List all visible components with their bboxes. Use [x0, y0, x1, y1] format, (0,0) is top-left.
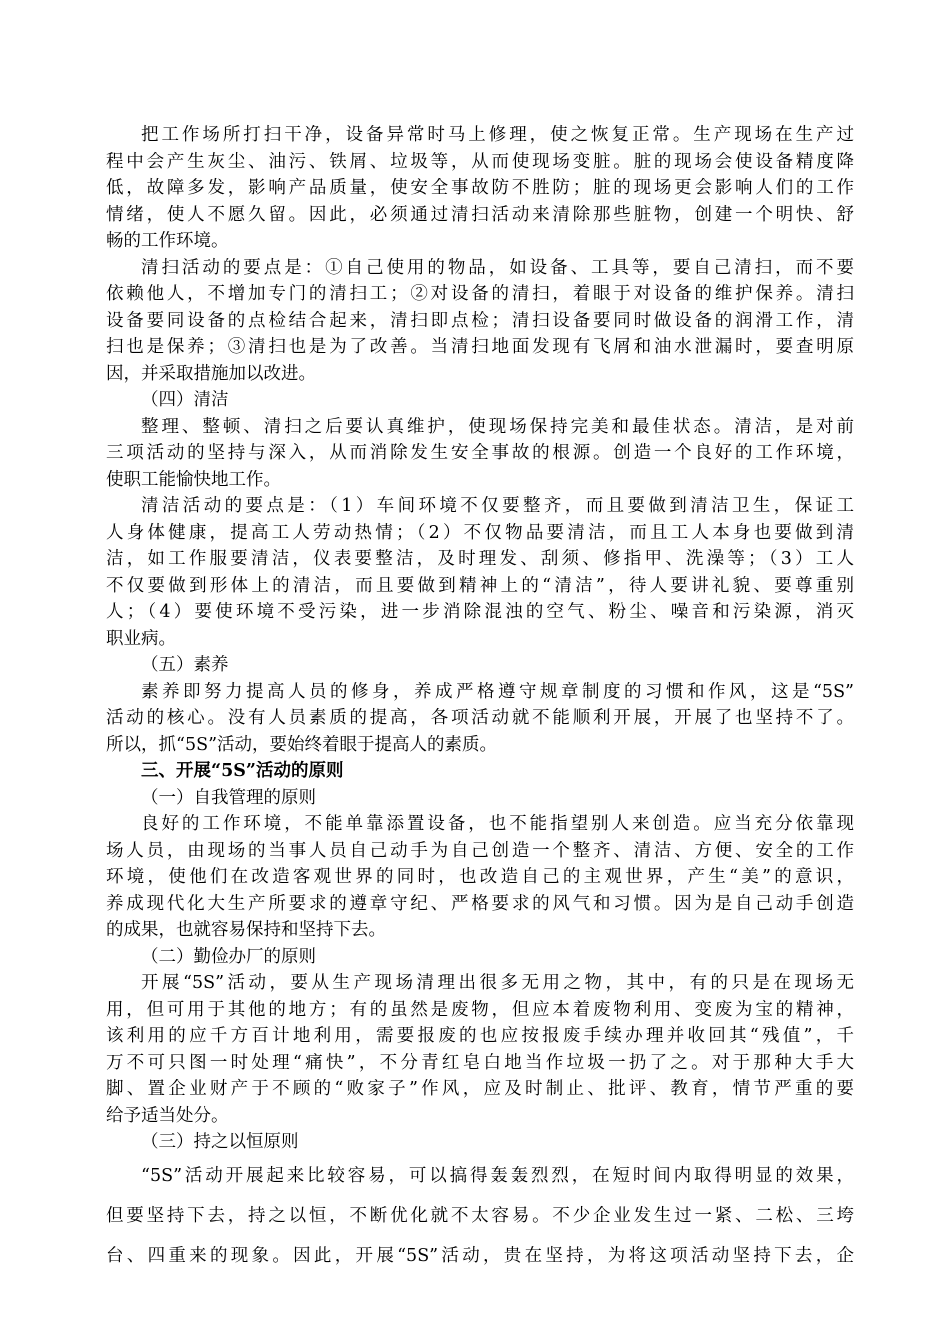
text-line: 整理、整顿、清扫之后要认真维护，使现场保持完美和最佳状态。清洁，是对前 — [141, 416, 854, 437]
text-line: 场人员，由现场的当事人员自己动手为自己创造一个整齐、清洁、方便、安全的工作 — [106, 840, 854, 861]
text-line: 给予适当处分。 — [106, 1105, 229, 1126]
text-line: 素养即努力提高人员的修身，养成严格遵守规章制度的习惯和作风，这是“5S” — [141, 681, 854, 702]
section-heading: 三、开展“5S”活动的原则 — [141, 761, 344, 781]
text-line: 所以，抓“5S”活动，要始终着眼于提高人的素质。 — [106, 734, 498, 755]
text-line: 环境，使他们在改造客观世界的同时，也改造自己的主观世界，产生“美”的意识， — [106, 867, 854, 887]
text-line: （四）清洁 — [141, 390, 229, 410]
text-line: 情绪，使人不愿久留。因此，必须通过清扫活动来清除那些脏物，创建一个明快、舒 — [106, 204, 854, 225]
text-line: 因，并采取措施加以改进。 — [106, 363, 316, 384]
text-line: 低，故障多发，影响产品质量，使安全事故防不胜防；脏的现场更会影响人们的工作 — [106, 178, 854, 198]
text-line: 三项活动的坚持与深入，从而消除发生安全事故的根源。创造一个良好的工作环境， — [106, 443, 854, 463]
text-line: 依赖他人，不增加专门的清扫工；②对设备的清扫，着眼于对设备的维护保养。清扫 — [106, 284, 854, 304]
text-line: 把工作场所打扫干净，设备异常时马上修理，使之恢复正常。生产现场在生产过 — [141, 125, 854, 145]
text-line: 但要坚持下去，持之以恒，不断优化就不太容易。不少企业发生过一紧、二松、三垮 — [106, 1205, 854, 1226]
text-line: （五）素养 — [141, 655, 229, 675]
text-line: 清洁活动的要点是：（1）车间环境不仅要整齐，而且要做到清洁卫生，保证工 — [141, 496, 854, 516]
text-line: 脚、置企业财产于不顾的“败家子”作风，应及时制止、批评、教育，情节严重的要 — [106, 1079, 854, 1099]
text-line: 开展“5S”活动，要从生产现场清理出很多无用之物，其中，有的只是在现场无 — [141, 973, 854, 993]
text-line: 养成现代化大生产所要求的遵章守纪、严格要求的风气和习惯。因为是自己动手创造 — [106, 893, 854, 914]
text-line: 人身体健康，提高工人劳动热情；（2）不仅物品要清洁，而且工人本身也要做到清 — [106, 522, 854, 543]
text-line: 设备要同设备的点检结合起来，清扫即点检；清扫设备要同时做设备的润滑工作，清 — [106, 310, 854, 331]
text-line: 不仅要做到形体上的清洁，而且要做到精神上的“清洁”，待人要讲礼貌、要尊重别 — [106, 575, 854, 596]
text-line: 用，但可用于其他的地方；有的虽然是废物，但应本着废物利用、变废为宝的精神， — [106, 999, 854, 1020]
text-line: 该利用的应千方百计地利用，需要报废的也应按报废手续办理并收回其“残值”，千 — [106, 1026, 854, 1046]
text-line: 洁，如工作服要清洁，仪表要整洁，及时理发、刮须、修指甲、洗澡等；（3）工人 — [106, 549, 854, 569]
text-line: 台、四重来的现象。因此，开展“5S”活动，贵在坚持，为将这项活动坚持下去，企 — [106, 1245, 854, 1266]
text-line: 万不可只图一时处理“痛快”，不分青红皂白地当作垃圾一扔了之。对于那种大手大 — [106, 1052, 854, 1073]
text-line: 程中会产生灰尘、油污、铁屑、垃圾等，从而使现场变脏。脏的现场会使设备精度降 — [106, 151, 854, 172]
text-line: 职业病。 — [106, 628, 176, 649]
text-line: 良好的工作环境，不能单靠添置设备，也不能指望别人来创造。应当充分依靠现 — [141, 814, 854, 834]
text-line: 清扫活动的要点是：①自己使用的物品，如设备、工具等，要自己清扫，而不要 — [141, 257, 854, 278]
text-line: （三）持之以恒原则 — [141, 1132, 299, 1152]
text-line: 活动的核心。没有人员素质的提高，各项活动就不能顺利开展，开展了也坚持不了。 — [106, 708, 854, 728]
text-line: “5S”活动开展起来比较容易，可以搞得轰轰烈烈，在短时间内取得明显的效果， — [141, 1165, 854, 1186]
text-line: （一）自我管理的原则 — [141, 787, 316, 808]
text-line: 使职工能愉快地工作。 — [106, 469, 281, 490]
text-line: 畅的工作环境。 — [106, 231, 229, 251]
text-line: 扫也是保养；③清扫也是为了改善。当清扫地面发现有飞屑和油水泄漏时，要查明原 — [106, 337, 854, 357]
text-line: 人；（4）要使环境不受污染，进一步消除混浊的空气、粉尘、噪音和污染源，消灭 — [106, 602, 854, 622]
text-line: （二）勤俭办厂的原则 — [141, 946, 316, 967]
document-page — [106, 122, 854, 1276]
text-line: 的成果，也就容易保持和坚持下去。 — [106, 920, 386, 940]
